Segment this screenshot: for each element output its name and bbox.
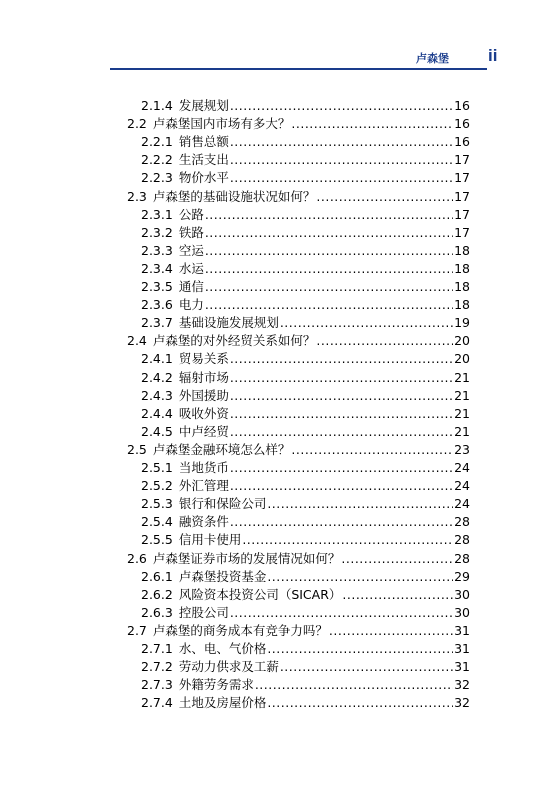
toc-entry[interactable]: [141, 169, 470, 186]
toc-leader-dots: [267, 495, 453, 512]
toc-entry[interactable]: [141, 242, 470, 259]
toc-leader-dots: [230, 133, 453, 150]
toc-entry[interactable]: [141, 405, 470, 422]
toc-entry-title: 卢森堡国内市场有多大？: [152, 116, 291, 132]
toc-entry-title: 空运: [178, 242, 204, 258]
toc-entry-title: 生活支出: [178, 152, 229, 168]
toc-entry-number: 2.7.2: [141, 659, 173, 675]
toc-entry-page: 18: [454, 242, 470, 258]
toc-leader-dots: [205, 206, 453, 223]
toc-entry-number: 2.4.1: [141, 351, 173, 367]
toc-entry[interactable]: [141, 676, 470, 693]
toc-entry[interactable]: [141, 604, 470, 621]
toc-entry-title: 物价水平: [178, 170, 229, 186]
toc-leader-dots: [230, 369, 453, 386]
toc-leader-dots: [242, 531, 453, 548]
toc-entry-title: 水、电、气价格: [178, 641, 267, 656]
toc-entry-number: 2.5.3: [141, 496, 173, 512]
toc-entry-page: 17: [454, 206, 470, 222]
toc-entry[interactable]: [141, 459, 470, 476]
toc-entry-title: 铁路: [178, 224, 204, 240]
toc-entry-number: 2.7.1: [141, 641, 173, 656]
toc-entry[interactable]: [127, 622, 470, 639]
toc-leader-dots: [341, 550, 453, 567]
toc-leader-dots: [316, 332, 453, 349]
toc-entry[interactable]: [141, 296, 470, 313]
toc-entry-page: 29: [454, 568, 470, 584]
toc-entry-number: 2.6.2: [141, 586, 173, 602]
toc-entry-page: 24: [454, 460, 470, 475]
toc-entry-page: 30: [454, 604, 470, 620]
toc-entry-number: 2.4.3: [141, 387, 173, 403]
toc-entry-title: 卢森堡的商务成本有竞争力吗？: [152, 622, 328, 638]
toc-entry-number: 2.3.7: [141, 315, 173, 331]
toc-entry-number: 2.3.4: [141, 260, 173, 276]
toc-leader-dots: [205, 278, 453, 295]
toc-entry-number: 2.7.3: [141, 677, 173, 693]
toc-entry-page: 18: [454, 260, 470, 276]
toc-entry[interactable]: [127, 550, 470, 567]
toc-entry-number: 2.6: [127, 550, 147, 566]
toc-entry-page: 32: [454, 695, 470, 711]
toc-entry-page: 24: [454, 478, 470, 494]
toc-entry[interactable]: [141, 97, 470, 114]
toc-entry[interactable]: [141, 513, 470, 530]
toc-leader-dots: [230, 513, 453, 530]
toc-entry-number: 2.7.4: [141, 695, 173, 711]
toc-leader-dots: [230, 405, 453, 422]
toc-entry-page: 18: [454, 297, 470, 313]
toc-entry-title: 吸收外资: [178, 405, 229, 421]
toc-entry-page: 28: [454, 550, 470, 566]
toc-entry-page: 17: [454, 224, 470, 240]
header-rule: [110, 68, 487, 70]
toc-entry-page: 16: [454, 134, 470, 150]
toc-entry-number: 2.1.4: [141, 98, 173, 113]
toc-entry-number: 2.2: [127, 116, 147, 132]
toc-entry[interactable]: [141, 133, 470, 150]
toc-entry-page: 21: [454, 369, 470, 385]
toc-entry[interactable]: [141, 206, 470, 223]
toc-leader-dots: [230, 459, 453, 476]
toc-leader-dots: [316, 188, 453, 205]
toc-entry-title: 贸易关系: [178, 351, 229, 367]
toc-entry-number: 2.3.6: [141, 297, 173, 313]
toc-leader-dots: [280, 658, 453, 675]
toc-entry-title: 外汇管理: [178, 478, 229, 494]
toc-entry-title: 信用卡使用: [178, 532, 242, 548]
toc-entry-page: 17: [454, 188, 470, 204]
toc-entry[interactable]: [141, 531, 470, 548]
toc-entry[interactable]: [141, 586, 470, 603]
toc-leader-dots: [230, 169, 453, 186]
toc-entry-page: 21: [454, 405, 470, 421]
toc-entry[interactable]: [141, 151, 470, 168]
toc-leader-dots: [205, 260, 453, 277]
toc-leader-dots: [230, 151, 453, 168]
toc-leader-dots: [329, 622, 453, 639]
toc-leader-dots: [291, 441, 453, 458]
toc-entry-number: 2.4: [127, 333, 147, 349]
toc-entry-number: 2.3.5: [141, 279, 173, 294]
toc-entry-page: 31: [454, 622, 470, 638]
page-number: ii: [488, 46, 498, 65]
toc-entry-title: 卢森堡投资基金: [178, 568, 267, 584]
toc-entry-title: 卢森堡的基础设施状况如何？: [152, 188, 316, 204]
toc-entry-page: 19: [454, 315, 470, 331]
toc-leader-dots: [255, 676, 453, 693]
toc-entry-title: 销售总额: [178, 134, 229, 150]
toc-leader-dots: [230, 477, 453, 494]
toc-entry-title: 公路: [178, 206, 204, 222]
toc-leader-dots: [230, 604, 453, 621]
toc-entry-page: 21: [454, 423, 470, 439]
toc-entry-title: 风险资本投资公司（SICAR）: [178, 586, 342, 602]
toc-entry-title: 银行和保险公司: [178, 496, 267, 512]
toc-entry-title: 外籍劳务需求: [178, 677, 254, 693]
toc-entry-number: 2.2.1: [141, 134, 173, 150]
toc-entry-title: 辐射市场: [178, 369, 229, 385]
toc-entry[interactable]: [141, 658, 470, 675]
toc-entry-title: 土地及房屋价格: [178, 695, 267, 711]
toc-leader-dots: [230, 423, 453, 440]
toc-entry-page: 20: [454, 333, 470, 349]
toc-leader-dots: [230, 97, 453, 114]
toc-entry-title: 卢森堡证券市场的发展情况如何？: [152, 550, 341, 566]
toc-entry[interactable]: [141, 477, 470, 494]
toc-entry-number: 2.7: [127, 622, 147, 638]
toc-entry-number: 2.4.4: [141, 405, 173, 421]
toc-entry[interactable]: [141, 423, 470, 440]
toc-entry-page: 16: [454, 116, 470, 132]
toc-leader-dots: [205, 224, 453, 241]
toc-entry-number: 2.3.1: [141, 206, 173, 222]
toc-leader-dots: [230, 387, 453, 404]
toc-leader-dots: [267, 694, 453, 711]
toc-entry-page: 20: [454, 351, 470, 367]
toc-entry-title: 卢森堡金融环境怎么样？: [152, 441, 291, 457]
toc-entry-page: 16: [454, 98, 470, 113]
toc-entry[interactable]: [141, 568, 470, 585]
toc-entry[interactable]: [141, 387, 470, 404]
toc-entry-number: 2.5.5: [141, 532, 173, 548]
toc-entry-number: 2.6.3: [141, 604, 173, 620]
toc-entry-title: 基础设施发展规划: [178, 315, 279, 331]
toc-entry[interactable]: [141, 694, 470, 711]
toc-entry[interactable]: [141, 278, 470, 295]
toc-entry[interactable]: [141, 495, 470, 512]
toc-entry[interactable]: [141, 350, 470, 367]
toc-entry-title: 发展规划: [178, 98, 229, 113]
toc-entry-number: 2.3.2: [141, 224, 173, 240]
toc-entry[interactable]: [141, 224, 470, 241]
toc-entry-number: 2.3.3: [141, 242, 173, 258]
toc-entry-title: 通信: [178, 279, 204, 294]
toc-entry-number: 2.2.2: [141, 152, 173, 168]
toc-entry[interactable]: [127, 115, 470, 132]
toc-leader-dots: [267, 640, 453, 657]
toc-entry-page: 18: [454, 279, 470, 294]
toc-entry-number: 2.3: [127, 188, 147, 204]
toc-entry-page: 30: [454, 586, 470, 602]
toc-entry-title: 外国援助: [178, 387, 229, 403]
toc-entry-number: 2.4.2: [141, 369, 173, 385]
toc-entry-title: 水运: [178, 260, 204, 276]
toc-entry[interactable]: [141, 260, 470, 277]
toc-leader-dots: [205, 242, 453, 259]
toc-entry-title: 卢森堡的对外经贸关系如何？: [152, 333, 316, 349]
toc-entry-page: 23: [454, 441, 470, 457]
toc-leader-dots: [342, 586, 453, 603]
toc-entry-number: 2.4.5: [141, 423, 173, 439]
toc-entry-page: 32: [454, 677, 470, 693]
toc-entry-page: 24: [454, 496, 470, 512]
toc-entry-title: 控股公司: [178, 604, 229, 620]
toc-entry[interactable]: [141, 640, 470, 657]
toc-leader-dots: [291, 115, 453, 132]
toc-leader-dots: [280, 314, 453, 331]
toc-entry-number: 2.2.3: [141, 170, 173, 186]
toc-entry-number: 2.6.1: [141, 568, 173, 584]
toc-leader-dots: [205, 296, 453, 313]
toc-entry-title: 融资条件: [178, 514, 229, 530]
toc-entry-number: 2.5.1: [141, 460, 173, 475]
toc-entry-number: 2.5.4: [141, 514, 173, 530]
toc-leader-dots: [267, 568, 453, 585]
toc-entry-title: 中卢经贸: [178, 423, 229, 439]
toc-entry[interactable]: [127, 441, 470, 458]
toc-entry-number: 2.5.2: [141, 478, 173, 494]
toc-entry-number: 2.5: [127, 441, 147, 457]
toc-entry[interactable]: [141, 369, 470, 386]
toc-entry[interactable]: [141, 314, 470, 331]
toc-leader-dots: [230, 350, 453, 367]
toc-entry-page: 28: [454, 532, 470, 548]
toc-entry-page: 31: [454, 641, 470, 656]
running-header-title: 卢森堡: [416, 52, 449, 65]
toc-entry-title: 当地货币: [178, 460, 229, 475]
toc-entry[interactable]: [127, 332, 470, 349]
toc-entry-page: 17: [454, 152, 470, 168]
toc-entry-page: 28: [454, 514, 470, 530]
toc-entry-title: 电力: [178, 297, 204, 313]
toc-entry-page: 17: [454, 170, 470, 186]
toc-entry-page: 21: [454, 387, 470, 403]
toc-entry[interactable]: [127, 188, 470, 205]
toc-entry-page: 31: [454, 659, 470, 675]
toc-entry-title: 劳动力供求及工薪: [178, 659, 279, 675]
